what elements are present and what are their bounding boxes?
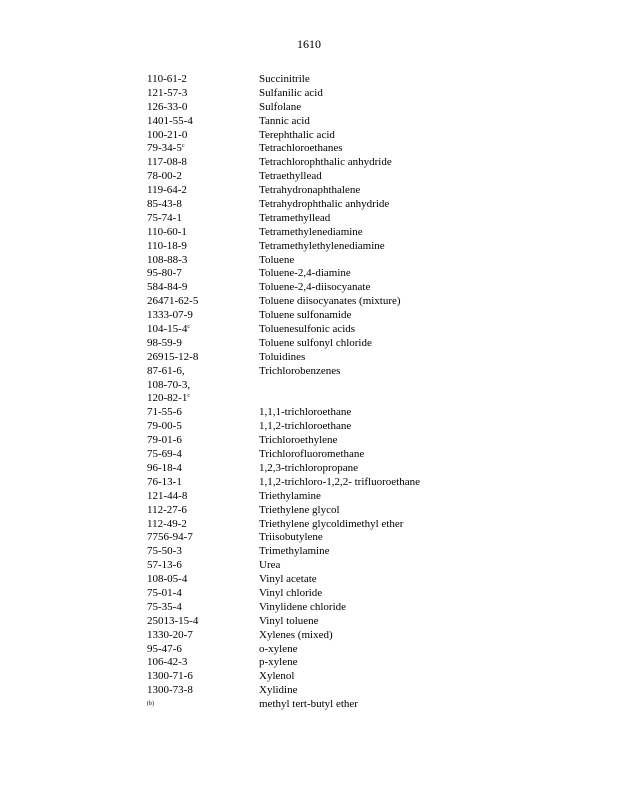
chemical-name: Xylenes (mixed) (259, 628, 333, 641)
cas-number: 57-13-6 (147, 559, 182, 572)
table-row (147, 115, 587, 129)
chemical-name: Trichlorobenzenes (259, 364, 341, 377)
table-row (147, 670, 587, 684)
cas-number: 76-13-1 (147, 475, 182, 488)
table-row (147, 531, 587, 545)
cas-number: 79-34-5$^c$ (147, 142, 185, 155)
table-row (147, 142, 587, 156)
chemical-name: Urea (259, 559, 281, 572)
chemical-name: Toluene sulfonyl chloride (259, 336, 372, 349)
table-row (147, 545, 587, 559)
chemical-name: Vinyl chloride (259, 586, 323, 599)
cas-number: 126-33-0 (147, 100, 188, 113)
table-row (147, 420, 587, 434)
table-row (147, 587, 587, 601)
chemical-name: Tetrachloroethanes (259, 142, 343, 155)
chemical-name: Succinitrile (259, 73, 310, 85)
chemical-name: Sulfanilic acid (259, 86, 323, 99)
chemical-name: Toluene diisocyanates (mixture) (259, 295, 401, 308)
table-row (147, 351, 587, 365)
cas-number: 1300-71-6 (147, 670, 193, 683)
footnote-marker: c (181, 143, 185, 150)
chemical-name: Toluene sulfonamide (259, 309, 352, 322)
chemical-name: Tannic acid (259, 114, 310, 127)
table-row (147, 184, 587, 198)
cas-number: 75-74-1 (147, 211, 182, 224)
cas-number: 584-84-9 (147, 281, 188, 294)
chemical-name: Tetrahydronaphthalene (259, 184, 361, 197)
cas-number: 1333-07-9 (147, 309, 193, 322)
table-row (147, 309, 587, 323)
chemical-name: Tetrachlorophthalic anhydride (259, 156, 392, 169)
chemical-name: Vinyl acetate (259, 573, 317, 586)
chemical-name: Toluene-2,4-diisocyanate (259, 281, 371, 294)
table-row (147, 73, 587, 87)
cas-number: 121-44-8 (147, 489, 188, 502)
table-row (147, 406, 587, 420)
chemical-name: Tetrahydrophthalic anhydride (259, 198, 390, 211)
chemical-name (259, 379, 587, 393)
table-row (147, 656, 587, 670)
cas-number: 98-59-9 (147, 336, 182, 349)
cas-number: 87-61-6, (147, 364, 185, 377)
cas-number: 1330-20-7 (147, 628, 193, 641)
chemical-name (259, 392, 587, 406)
cas-number: 25013-15-4 (147, 614, 199, 627)
table-row (147, 267, 587, 281)
cas-number: 110-60-1 (147, 225, 187, 238)
footnote-marker: c (187, 324, 190, 331)
chemical-name: p-xylene (259, 656, 298, 669)
table-row (147, 156, 587, 170)
chemical-name: Tetramethyllead (259, 211, 331, 224)
table-row (147, 101, 587, 115)
chemical-name: Trimethylamine (259, 545, 330, 558)
cas-number: 78-00-2 (147, 170, 182, 183)
cas-number: 1401-55-4 (147, 114, 193, 127)
cas-number: 112-27-6 (147, 503, 187, 516)
chemical-name: 1,2,3-trichloropropane (259, 461, 358, 474)
table-row (147, 226, 587, 240)
cas-number: 79-01-6 (147, 434, 182, 447)
table-row (147, 323, 587, 337)
table-row (147, 254, 587, 268)
page-number: 1610 (297, 37, 321, 51)
chemical-name: Trichloroethylene (259, 434, 338, 447)
chemical-name: methyl tert-butyl ether (259, 698, 358, 711)
cas-number: 110-18-9 (147, 239, 187, 252)
table-row (147, 365, 587, 379)
cas-number: 26471-62-5 (147, 295, 199, 308)
chemical-name: Triethylene glycoldimethyl ether (259, 517, 404, 530)
cas-number: 120-82-1$^c$ (147, 392, 190, 405)
cas-number: 71-55-6 (147, 406, 182, 419)
cas-number: 119-64-2 (147, 184, 187, 197)
cas-number: 75-01-4 (147, 586, 182, 599)
table-row (147, 643, 587, 657)
chemical-name: Vinylidene chloride (259, 600, 347, 613)
table-row (147, 379, 587, 393)
cas-number: 110-61-2 (147, 73, 187, 85)
table-row (147, 629, 587, 643)
chemical-name: Tetramethylenediamine (259, 225, 363, 238)
table-row (147, 198, 587, 212)
chemical-name: Tetramethylethylenediamine (259, 239, 385, 252)
cas-number: 112-49-2 (147, 517, 187, 530)
cas-number: 96-18-4 (147, 461, 182, 474)
chemical-list (147, 73, 587, 712)
cas-number: 100-21-0 (147, 128, 188, 141)
cas-number: 108-70-3, (147, 378, 191, 391)
cas-number: 117-08-8 (147, 156, 187, 169)
chemical-name: Toluene-2,4-diamine (259, 267, 351, 280)
chemical-name: 1,1,2-trichloroethane (259, 420, 352, 433)
table-row (147, 212, 587, 226)
chemical-name: Vinyl toluene (259, 614, 319, 627)
table-row (147, 559, 587, 573)
table-row (147, 518, 587, 532)
cas-number: 95-47-6 (147, 642, 182, 655)
chemical-name: o-xylene (259, 642, 298, 655)
table-row (147, 434, 587, 448)
table-row (147, 573, 587, 587)
table-row (147, 476, 587, 490)
cas-number: 108-05-4 (147, 573, 188, 586)
table-row (147, 295, 587, 309)
cas-number: 75-50-3 (147, 545, 182, 558)
table-row (147, 504, 587, 518)
cas-number: 95-80-7 (147, 267, 182, 280)
footnote-marker: (b) (147, 701, 154, 708)
chemical-name: Toluidines (259, 350, 306, 363)
cas-number: 104-15-4$^c$ (147, 323, 190, 336)
table-row (147, 87, 587, 101)
chemical-name: Toluenesulfonic acids (259, 323, 356, 336)
chemical-name: Xylenol (259, 670, 295, 683)
table-row (147, 601, 587, 615)
table-row (147, 698, 587, 712)
chemical-name: 1,1,1-trichloroethane (259, 406, 352, 419)
cas-number: 106-42-3 (147, 656, 188, 669)
table-row (147, 392, 587, 406)
table-row (147, 170, 587, 184)
cas-number: 121-57-3 (147, 86, 188, 99)
chemical-name: Sulfolane (259, 100, 302, 113)
cas-number: 26915-12-8 (147, 350, 199, 363)
cas-number: 75-35-4 (147, 600, 182, 613)
chemical-name: Triisobutylene (259, 531, 323, 544)
table-row (147, 240, 587, 254)
table-row (147, 337, 587, 351)
chemical-name: Xylidine (259, 684, 298, 697)
chemical-name: Terephthalic acid (259, 128, 335, 141)
table-row (147, 615, 587, 629)
chemical-name: Trichlorofluoromethane (259, 448, 365, 461)
cas-number: 1300-73-8 (147, 684, 193, 697)
table-row (147, 281, 587, 295)
table-row (147, 490, 587, 504)
table-row (147, 448, 587, 462)
cas-number: 85-43-8 (147, 198, 182, 211)
chemical-name: 1,1,2-trichloro-1,2,2- trifluoroethane (259, 475, 420, 488)
footnote-marker: c (187, 393, 190, 400)
cas-number: 79-00-5 (147, 420, 182, 433)
table-row (147, 129, 587, 143)
chemical-name: Triethylene glycol (259, 503, 340, 516)
chemical-name: Toluene (259, 253, 295, 266)
cas-number: 108-88-3 (147, 253, 188, 266)
table-row (147, 684, 587, 698)
table-row (147, 462, 587, 476)
cas-number: 75-69-4 (147, 448, 182, 461)
chemical-name: Triethylamine (259, 489, 321, 502)
cas-number: 7756-94-7 (147, 531, 193, 544)
chemical-name: Tetraethyllead (259, 170, 322, 183)
